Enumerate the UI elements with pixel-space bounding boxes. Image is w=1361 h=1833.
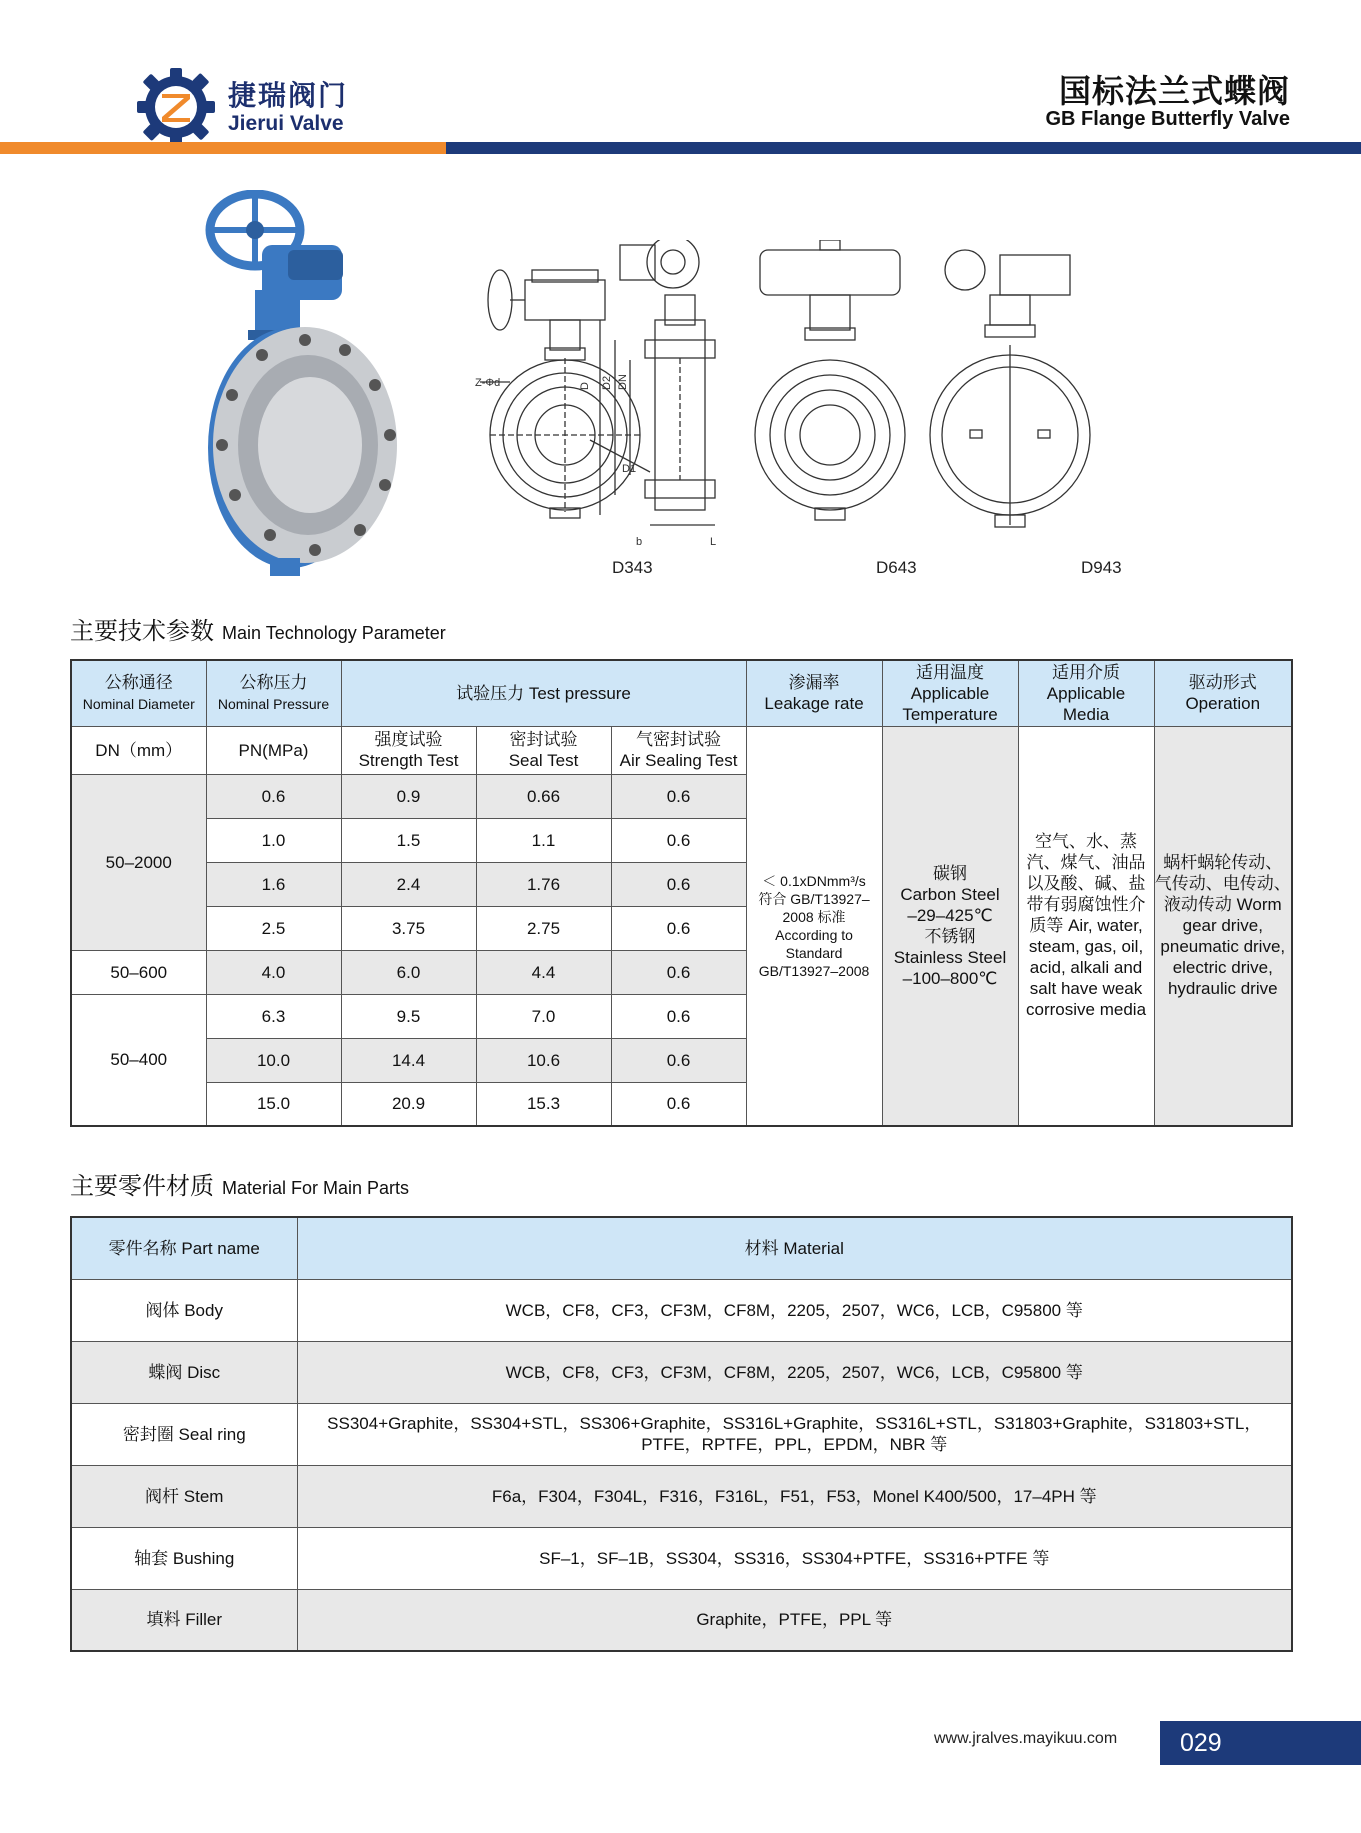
table-cell-seal: 1.1 <box>476 818 611 862</box>
material-cell: WCB，CF8，CF3，CF3M，CF8M，2205，2507，WC6，LCB，C95800 等 <box>297 1341 1292 1403</box>
table-cell-strength: 0.9 <box>341 774 476 818</box>
temperature-cell: 碳钢 Carbon Steel –29–425℃ 不锈钢 Stainless Steel –100–800℃ <box>882 726 1018 1126</box>
table-cell-pn: 15.0 <box>206 1082 341 1126</box>
d943-view <box>930 250 1090 527</box>
part-name-cell: 轴套 Bushing <box>71 1527 297 1589</box>
logo-icon <box>135 66 217 148</box>
table-cell-pn: 1.0 <box>206 818 341 862</box>
header-band-orange <box>0 142 446 154</box>
table-cell-seal: 7.0 <box>476 994 611 1038</box>
table-cell-air: 0.6 <box>611 1082 746 1126</box>
material-cell: F6a，F304，F304L，F316，F316L，F51，F53，Monel K400/500，17–4PH 等 <box>297 1465 1292 1527</box>
table-cell-seal: 0.66 <box>476 774 611 818</box>
table-cell-seal: 10.6 <box>476 1038 611 1082</box>
dn-group-50-400: 50–400 <box>71 994 206 1126</box>
section-title-materials-en: Material For Main Parts <box>222 1178 410 1198</box>
table-cell-seal: 4.4 <box>476 950 611 994</box>
header-nominal-diameter: 公称通径 Nominal Diameter <box>71 660 206 726</box>
d343-front-view <box>480 270 650 518</box>
section-title-tech-en: Main Technology Parameter <box>222 623 446 643</box>
drawing-label-d343: D343 <box>612 558 653 577</box>
operation-cell: 蜗杆蜗轮传动、 气传动、电传动、 液动传动 Worm gear drive, pneumatic drive, electric drive, hydraulic drive <box>1154 726 1292 1126</box>
part-name-cell: 密封圈 Seal ring <box>71 1403 297 1465</box>
dim-d: D <box>579 382 591 390</box>
dim-b: b <box>636 536 643 548</box>
material-cell: SS304+Graphite，SS304+STL，SS306+Graphite，SS316L+Graphite，SS316L+STL，S31803+Graphite，S31803+STL， PTFE，RPTFE，PPL，EPDM，NBR 等 <box>297 1403 1292 1465</box>
header-test-pressure: 试验压力 Test pressure <box>341 660 746 726</box>
table-cell-pn: 4.0 <box>206 950 341 994</box>
dim-d1: D1 <box>622 463 637 475</box>
table-cell-pn: 1.6 <box>206 862 341 906</box>
material-cell: WCB，CF8，CF3，CF3M，CF8M，2205，2507，WC6，LCB，C95800 等 <box>297 1279 1292 1341</box>
table-cell-strength: 3.75 <box>341 906 476 950</box>
header-media: 适用介质 Applicable Media <box>1018 660 1154 726</box>
table-cell-air: 0.6 <box>611 950 746 994</box>
valve-photo <box>200 190 420 580</box>
brand-name-cn: 捷瑞阀门 <box>228 79 349 112</box>
table-cell-seal: 1.76 <box>476 862 611 906</box>
dim-d2: D2 <box>601 375 613 390</box>
page-title-en: GB Flange Butterfly Valve <box>1045 108 1290 130</box>
dim-l: L <box>710 536 717 548</box>
part-name-cell: 填料 Filler <box>71 1589 297 1651</box>
section-title-tech <box>70 611 446 646</box>
table-cell-pn: 10.0 <box>206 1038 341 1082</box>
header-part-name: 零件名称 Part name <box>71 1217 297 1279</box>
table-cell-strength: 9.5 <box>341 994 476 1038</box>
dn-group-50-600: 50–600 <box>71 950 206 994</box>
header-operation: 驱动形式 Operation <box>1154 660 1292 726</box>
table-cell-air: 0.6 <box>611 862 746 906</box>
header-temperature: 适用温度 Applicable Temperature <box>882 660 1018 726</box>
subheader-dn: DN（mm） <box>71 726 206 774</box>
header-nominal-pressure: 公称压力 Nominal Pressure <box>206 660 341 726</box>
table-cell-air: 0.6 <box>611 774 746 818</box>
table-cell-seal: 15.3 <box>476 1082 611 1126</box>
dim-z-phi-d: Z-Φd <box>475 377 501 389</box>
table-cell-pn: 0.6 <box>206 774 341 818</box>
table-cell-pn: 6.3 <box>206 994 341 1038</box>
leakage-rate-cell: ＜ 0.1xDNmm³/s 符合 GB/T13927– 2008 标准 According to Standard GB/T13927–2008 <box>746 726 882 1126</box>
subheader-pn: PN(MPa) <box>206 726 341 774</box>
valve-drawings <box>470 240 1210 550</box>
table-cell-seal: 2.75 <box>476 906 611 950</box>
table-cell-air: 0.6 <box>611 818 746 862</box>
website-link[interactable]: www.jralves.mayikuu.com <box>934 1730 1118 1747</box>
materials-table <box>70 1216 1293 1652</box>
header-band-blue <box>446 142 1361 154</box>
brand-name-en: Jierui Valve <box>228 112 344 135</box>
subheader-air: 气密封试验 Air Sealing Test <box>611 726 746 774</box>
section-title-materials-cn: 主要零件材质 <box>70 1172 214 1200</box>
header-leakage-rate: 渗漏率 Leakage rate <box>746 660 882 726</box>
header-material: 材料 Material <box>297 1217 1292 1279</box>
table-cell-air: 0.6 <box>611 906 746 950</box>
table-cell-strength: 6.0 <box>341 950 476 994</box>
dn-group-50-2000: 50–2000 <box>71 774 206 950</box>
d643-view <box>755 240 905 520</box>
material-cell: SF–1，SF–1B，SS304，SS316，SS304+PTFE，SS316+PTFE 等 <box>297 1527 1292 1589</box>
table-cell-strength: 2.4 <box>341 862 476 906</box>
subheader-strength: 强度试验 Strength Test <box>341 726 476 774</box>
table-cell-strength: 20.9 <box>341 1082 476 1126</box>
table-cell-strength: 1.5 <box>341 818 476 862</box>
table-cell-pn: 2.5 <box>206 906 341 950</box>
dim-dn: DN <box>617 374 629 390</box>
drawing-label-d943: D943 <box>1081 558 1122 577</box>
part-name-cell: 蝶阀 Disc <box>71 1341 297 1403</box>
drawing-label-d643: D643 <box>876 558 917 577</box>
media-cell: 空气、水、蒸 汽、煤气、油品 以及酸、碱、盐 带有弱腐蚀性介 质等 Air, water, steam, gas, oil, acid, alkali and salt have weak corrosive media <box>1018 726 1154 1126</box>
part-name-cell: 阀杆 Stem <box>71 1465 297 1527</box>
table-cell-strength: 14.4 <box>341 1038 476 1082</box>
page-title-cn: 国标法兰式蝶阀 <box>1058 72 1290 110</box>
section-title-materials <box>70 1166 409 1201</box>
page-number: 029 <box>1180 1729 1222 1757</box>
tech-parameter-table <box>70 659 1293 1127</box>
section-title-tech-cn: 主要技术参数 <box>70 617 214 645</box>
table-cell-air: 0.6 <box>611 1038 746 1082</box>
subheader-seal: 密封试验 Seal Test <box>476 726 611 774</box>
material-cell: Graphite，PTFE，PPL 等 <box>297 1589 1292 1651</box>
part-name-cell: 阀体 Body <box>71 1279 297 1341</box>
table-cell-air: 0.6 <box>611 994 746 1038</box>
